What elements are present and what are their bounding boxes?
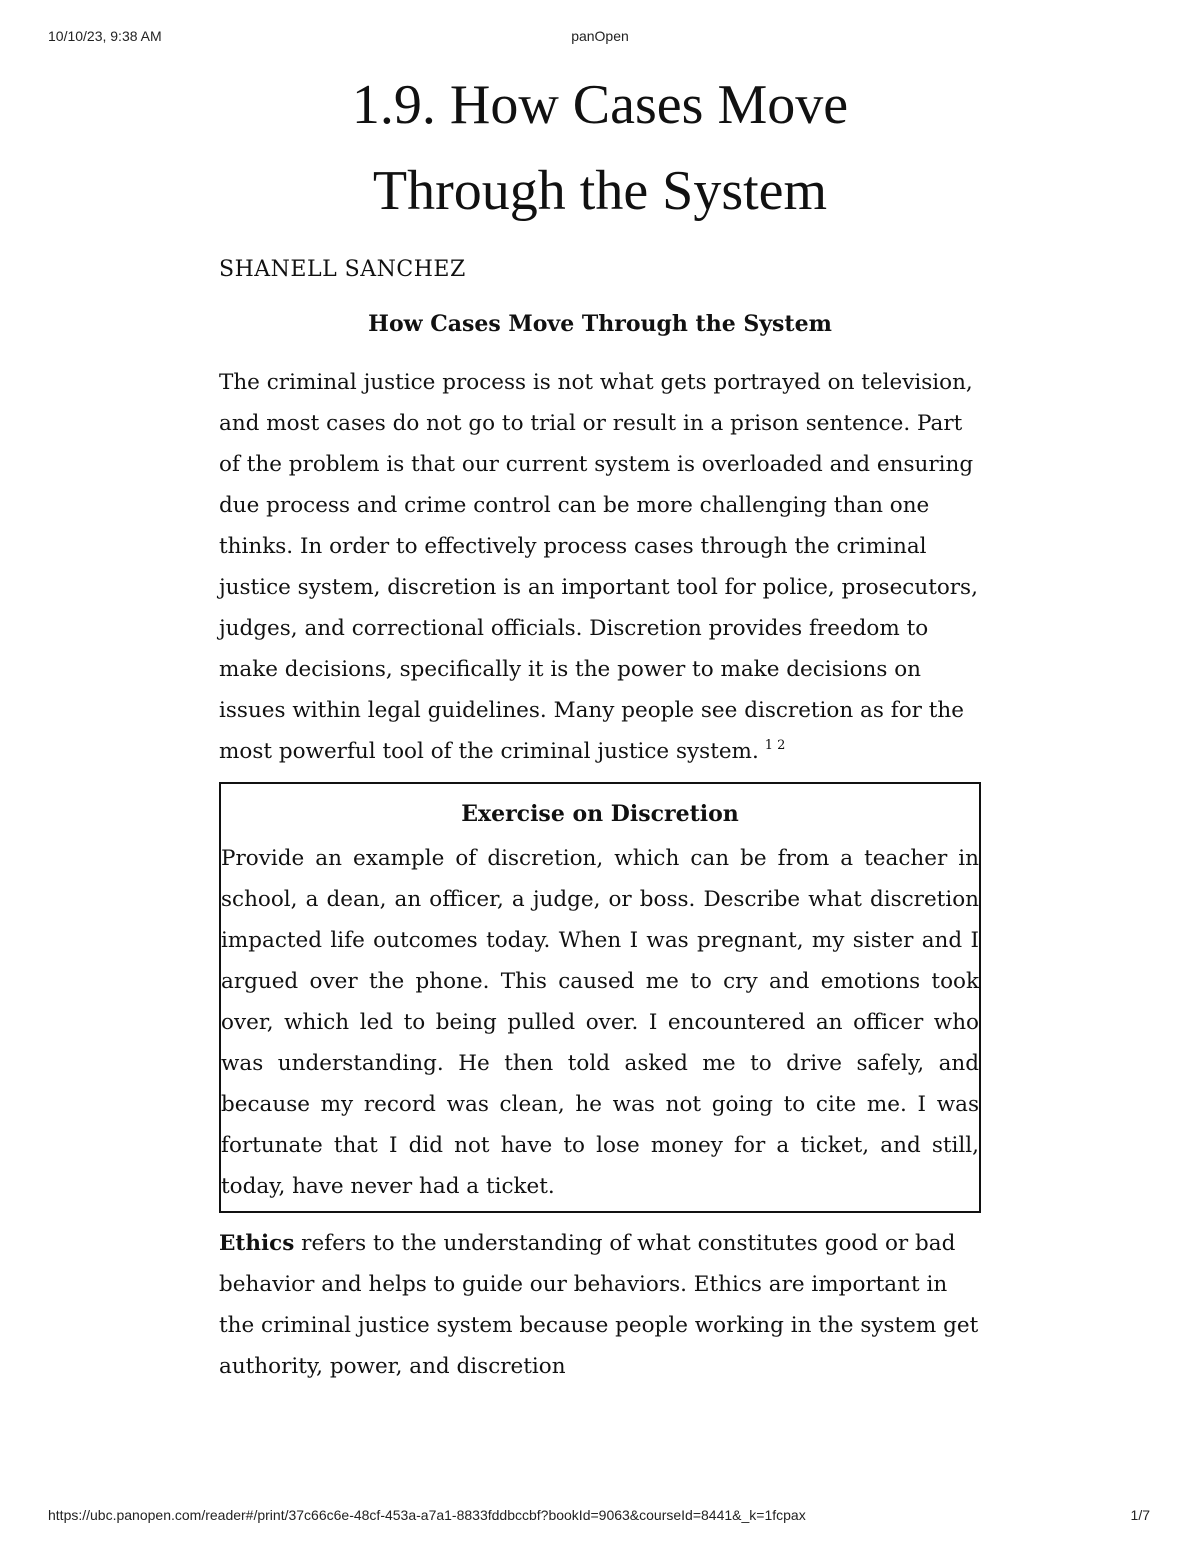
print-site-name: panOpen <box>571 28 629 44</box>
exercise-title: Exercise on Discretion <box>461 801 739 827</box>
intro-paragraph-text: The criminal justice process is not what gets portrayed on television, and most cases do not go to trial or result in a prison sentence. Part of the problem is that our current system is overloaded and ensuring due process and crime control can be more challenging than one thinks. In order to effectively process cases through the criminal justice system, discretion is an important tool for police, prosecutors, judges, and correctional officials. Discretion provides freedom to make decisions, specifically it is the power to make decisions on issues within legal guidelines. Many people see discretion as for the most powerful tool of the criminal justice system. <box>219 370 978 764</box>
document-content <box>219 62 981 1387</box>
ethics-paragraph <box>219 1223 981 1387</box>
print-header <box>0 28 1200 48</box>
chapter-title <box>219 62 981 234</box>
exercise-box <box>219 782 981 1213</box>
print-url: https://ubc.panopen.com/reader#/print/37c66c6e-48cf-453a-a7a1-8833fddbccbf?bookId=9063&courseId=8441&_k=1fcpax <box>48 1507 806 1523</box>
page-number: 1/7 <box>1130 1507 1150 1523</box>
author-name: SHANELL SANCHEZ <box>219 257 466 282</box>
print-datetime: 10/10/23, 9:38 AM <box>48 28 162 44</box>
intro-paragraph <box>219 362 981 772</box>
section-heading: How Cases Move Through the System <box>368 311 832 337</box>
exercise-text: Provide an example of discretion, which can be from a teacher in school, a dean, an officer, a judge, or boss. Describe what discretion impacted life outcomes today. When I was pregnant, my sister and I argued over the phone. This caused me to cry and emotions took over, which led to being pulled over. I encountered an officer who was understanding. He then told asked me to drive safely, and because my record was clean, he was not going to cite me. I was fortunate that I did not have to lose money for a ticket, and still, today, have never had a ticket. <box>221 846 979 1199</box>
footnote-references[interactable]: 1 2 <box>764 738 786 753</box>
ethics-paragraph-text: refers to the understanding of what constitutes good or bad behavior and helps to guide our behaviors. Ethics are important in the criminal justice system because people working in the system get authority, power, and discretion <box>219 1231 979 1379</box>
chapter-title-line-1: 1.9. How Cases Move <box>351 74 849 136</box>
ethics-term: Ethics <box>219 1231 295 1256</box>
print-footer <box>0 1507 1200 1527</box>
chapter-title-line-2: Through the System <box>372 160 828 222</box>
